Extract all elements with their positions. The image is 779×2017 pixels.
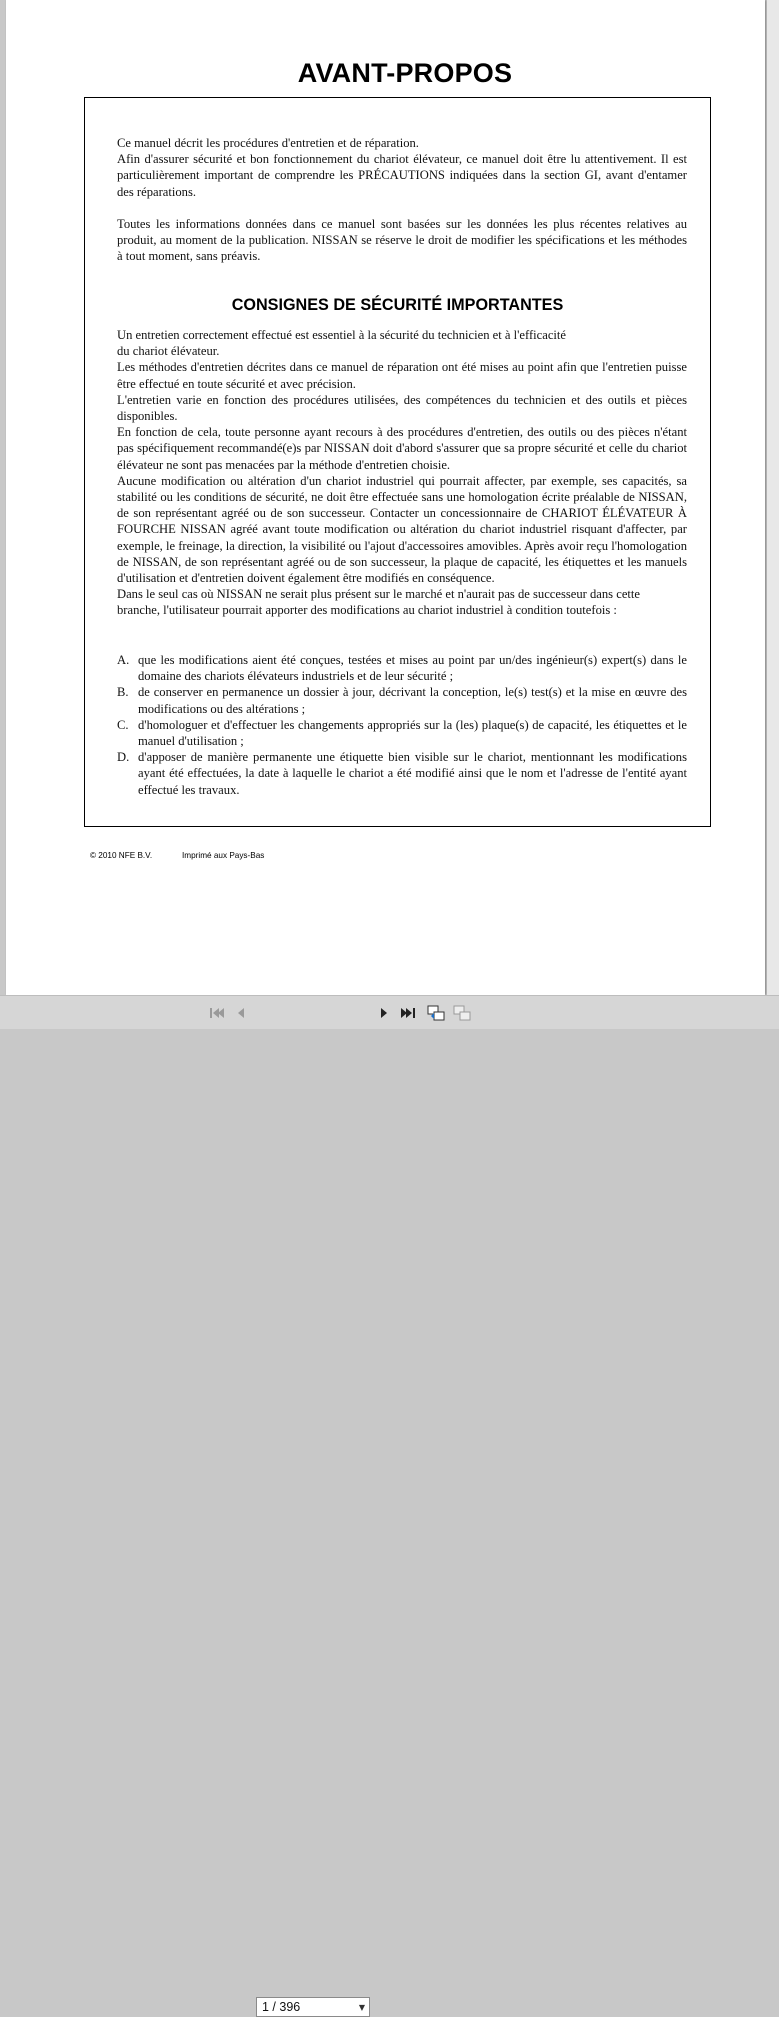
previous-page-icon[interactable]: [231, 996, 251, 1029]
list-item-text: de conserver en permanence un dossier à jour, décrivant la conception, le(s) test(s) et la mise en œuvre des modifications ou des altérations ;: [138, 685, 687, 716]
list-item-letter: C.: [117, 717, 129, 732]
intro-section: [117, 135, 687, 265]
intro-paragraph: Toutes les informations données dans ce manuel sont basées sur les données les plus récentes relatives au produit, au moment de la publication. NISSAN se réserve le droit de modifier les spécifications et les méthodes à tout moment, sans préavis.: [117, 217, 687, 264]
safety-paragraph: Aucune modification ou altération d'un chariot industriel qui pourrait affecter, par exemple, ses capacités, sa stabilité ou les conditions de sécurité, ne doit être effectuée sans une homologation écrite préalable de NISSAN, de son représentant agréé ou de son successeur. Contacter un concessionnaire de CHARIOT ÉLÉVATEUR À FOURCHE NISSAN agréé avant toute modification ou altération du chariot industriel risquant d'affecter, par exemple, le freinage, la direction, la visibilité ou l'ajout d'accessoires amovibles. Après avoir reçu l'homologation de NISSAN, de son représentant agréé ou de son successeur, la plaque de capacité, les étiquettes et les manuels d'utilisation et d'entretien doivent également être modifiés en conséquence.: [117, 473, 687, 586]
page-indicator: 1 / 396: [262, 2000, 301, 2014]
safety-section: [117, 327, 687, 619]
page-number-selector[interactable]: [256, 1997, 370, 2017]
list-item: [117, 684, 687, 716]
footer-copyright: © 2010 NFE B.V.: [90, 851, 153, 860]
footer-printed: Imprimé aux Pays-Bas: [182, 851, 265, 860]
conditions-list: [117, 652, 687, 798]
list-item-text: d'apposer de manière permanente une étiquette bien visible sur le chariot, mentionnant les modifications ayant été effectuées, la date à laquelle le chariot a été modifié ainsi que le nom et l'adresse de l'entité ayant effectué les travaux.: [138, 750, 687, 797]
list-item: [117, 717, 687, 749]
successor-line: Dans le seul cas où NISSAN ne serait plus présent sur le marché et n'aurait pas de successeur dans cette: [117, 587, 640, 602]
list-item-letter: D.: [117, 750, 130, 765]
last-page-icon[interactable]: [398, 996, 418, 1029]
safety-heading: CONSIGNES DE SÉCURITÉ IMPORTANTES: [231, 296, 564, 314]
intro-paragraph: Afin d'assurer sécurité et bon fonctionnement du chariot élévateur, ce manuel doit être lu attentivement. Il est particulièrement important de comprendre les PRÉCAUTIONS indiquées dans la section GI, avant d'entamer des réparations.: [117, 152, 687, 199]
vertical-scrollbar[interactable]: [767, 0, 779, 995]
chevron-down-icon[interactable]: ▼: [358, 2003, 365, 2012]
page-title: AVANT-PROPOS: [297, 58, 513, 88]
safety-line: Un entretien correctement effectué est essentiel à la sécurité du technicien et à l'efficacité: [117, 328, 566, 342]
list-item-text: d'homologuer et d'effectuer les changements appropriés sur la (les) plaque(s) de capacité, les étiquettes et le manuel d'utilisation ;: [138, 717, 687, 749]
continuous-view-icon[interactable]: [452, 996, 472, 1029]
safety-paragraph: En fonction de cela, toute personne ayant recours à des procédures d'entretien, des outils ou des pièces n'étant pas spécifiquement recommandé(e)s par NISSAN doit d'abord s'assurer que sa propre sécurité et celle du chariot élévateur ne sont pas menacées par la méthode d'entretien choisie.: [117, 425, 687, 472]
safety-paragraph: L'entretien varie en fonction des procédures utilisées, des compétences du technicien et des outils et pièces disponibles.: [117, 392, 687, 424]
two-page-view-icon[interactable]: [426, 996, 446, 1029]
list-item: [117, 652, 687, 684]
list-item-letter: A.: [117, 653, 130, 667]
list-item-text: que les modifications aient été conçues, testées et mises au point par un/des ingénieur(s) expert(s) dans le domaine des chariots élévateurs industriels et de leur sécurité ;: [138, 653, 687, 684]
successor-line: branche, l'utilisateur pourrait apporter des modifications au chariot industriel à condition toutefois :: [117, 603, 617, 618]
safety-paragraph: Les méthodes d'entretien décrites dans ce manuel de réparation ont été mises au point afin que l'entretien puisse être effectué en toute sécurité et avec précision.: [117, 360, 687, 391]
intro-paragraph: Ce manuel décrit les procédures d'entretien et de réparation.: [117, 136, 419, 150]
safety-line: du chariot élévateur.: [117, 344, 220, 359]
first-page-icon[interactable]: [207, 996, 227, 1029]
list-item-letter: B.: [117, 685, 129, 700]
next-page-icon[interactable]: [374, 996, 394, 1029]
viewer-toolbar: [0, 995, 779, 2014]
list-item: [117, 749, 687, 798]
